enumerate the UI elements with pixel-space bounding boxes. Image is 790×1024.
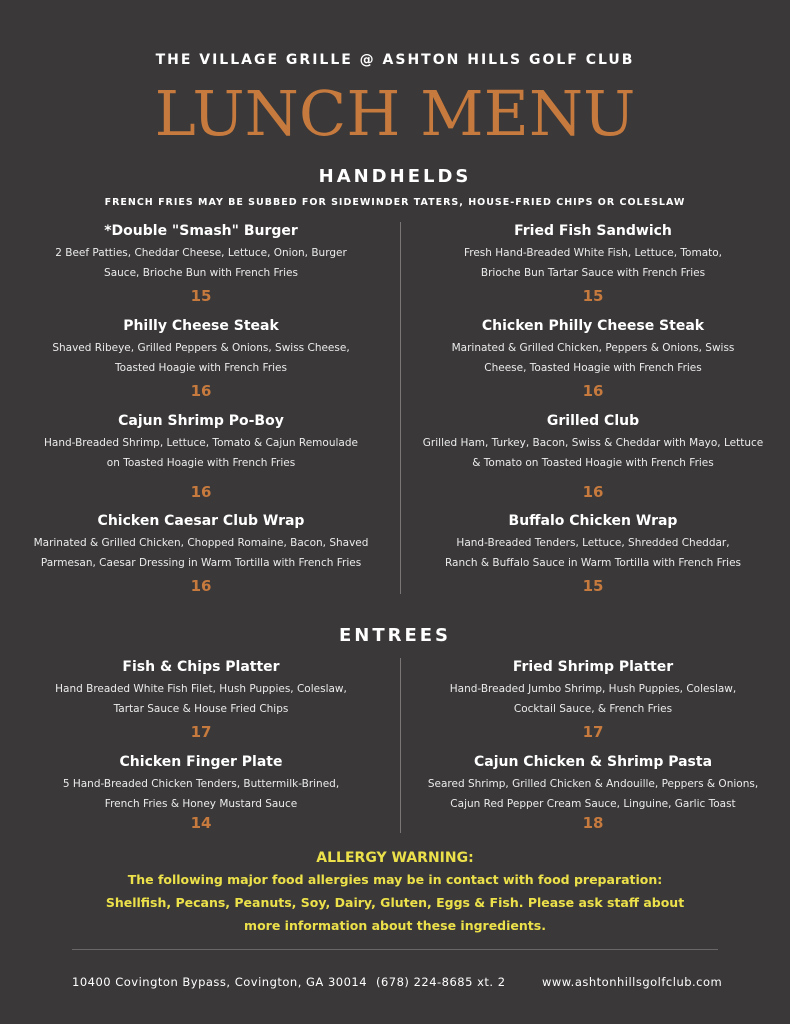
item-name: Fried Fish Sandwich [514,223,672,239]
item-price: 16 [582,483,604,501]
item-description: Hand Breaded White Fish Filet, Hush Puppies, Coleslaw, Tartar Sauce & House Fried Chips [55,683,347,715]
menu-item [16,222,386,305]
item-price: 16 [190,382,212,400]
item-description: Shaved Ribeye, Grilled Peppers & Onions, Swiss Cheese, Toasted Hoagie with French Fries [52,342,350,374]
allergy-line: The following major food allergies may be in contact with food preparation: [127,872,663,887]
item-name: *Double "Smash" Burger [104,223,298,239]
menu-item [408,753,778,832]
entrees-grid [0,658,790,838]
allergy-line: Shellfish, Pecans, Peanuts, Soy, Dairy, Gluten, Eggs & Fish. Please ask staff about [105,895,685,910]
venue-name: THE VILLAGE GRILLE @ ASHTON HILLS GOLF CLUB [155,52,635,68]
item-name: Cajun Shrimp Po-Boy [118,413,284,429]
allergy-warning [0,848,790,937]
item-price: 17 [190,723,212,741]
item-description: Grilled Ham, Turkey, Bacon, Swiss & Cheddar with Mayo, Lettuce & Tomato on Toasted Hoagie with French Fries [422,437,764,469]
column-divider [400,222,401,594]
item-price: 14 [190,814,212,832]
menu-item [16,412,386,501]
menu-item [408,317,778,400]
footer-website-link[interactable]: www.ashtonhillsgolfclub.com [542,975,723,989]
item-price: 15 [582,577,604,595]
item-price: 15 [582,287,604,305]
item-price: 17 [582,723,604,741]
item-description: Fresh Hand-Breaded White Fish, Lettuce, Tomato, Brioche Bun Tartar Sauce with French Fries [463,247,723,279]
section-heading-handhelds: HANDHELDS [318,166,472,187]
item-description: Hand-Breaded Tenders, Lettuce, Shredded Cheddar, Ranch & Buffalo Sauce in Warm Tortilla with French Fries [444,537,742,569]
item-name: Grilled Club [546,413,640,429]
menu-item [16,512,386,595]
item-name: Philly Cheese Steak [123,318,279,334]
allergy-title: ALLERGY WARNING: [316,850,474,866]
item-description: Hand-Breaded Shrimp, Lettuce, Tomato & Cajun Remoulade on Toasted Hoagie with French Fries [44,437,358,469]
item-price: 16 [582,382,604,400]
item-description: Marinated & Grilled Chicken, Chopped Romaine, Bacon, Shaved Parmesan, Caesar Dressing in Warm Tortilla with French Fries [33,537,369,569]
item-description: Hand-Breaded Jumbo Shrimp, Hush Puppies, Coleslaw, Cocktail Sauce, & French Fries [449,683,737,715]
menu-item [16,317,386,400]
item-price: 15 [190,287,212,305]
item-name: Chicken Philly Cheese Steak [481,318,705,334]
footer-phone[interactable]: (678) 224-8685 xt. 2 [376,975,506,989]
item-name: Chicken Caesar Club Wrap [97,513,305,529]
section-heading-entrees: ENTREES [338,625,452,646]
menu-item [408,222,778,305]
allergy-line: more information about these ingredients. [244,918,546,933]
menu-item [408,512,778,595]
menu-title: LUNCH MENU [154,77,636,150]
item-description: Marinated & Grilled Chicken, Peppers & Onions, Swiss Cheese, Toasted Hoagie with French Fries [451,342,735,374]
menu-item [16,753,386,832]
menu-item [16,658,386,741]
item-name: Fried Shrimp Platter [512,659,674,675]
item-description: Seared Shrimp, Grilled Chicken & Andouille, Peppers & Onions, Cajun Red Pepper Cream Sauce, Linguine, Garlic Toast [427,778,759,810]
item-price: 18 [582,814,604,832]
item-name: Cajun Chicken & Shrimp Pasta [473,754,713,770]
footer-divider [72,949,718,950]
item-name: Buffalo Chicken Wrap [508,513,678,529]
item-price: 16 [190,577,212,595]
item-name: Chicken Finger Plate [119,754,283,770]
handhelds-substitution-note: FRENCH FRIES MAY BE SUBBED FOR SIDEWINDER TATERS, HOUSE-FRIED CHIPS OR COLESLAW [104,197,686,208]
item-description: 5 Hand-Breaded Chicken Tenders, Buttermilk-Brined, French Fries & Honey Mustard Sauce [62,778,340,810]
item-price: 16 [190,483,212,501]
menu-item [408,658,778,741]
column-divider [400,658,401,833]
menu-item [408,412,778,501]
item-description: 2 Beef Patties, Cheddar Cheese, Lettuce, Onion, Burger Sauce, Brioche Bun with French Fries [55,247,347,279]
item-name: Fish & Chips Platter [122,659,280,675]
handhelds-grid [0,222,790,597]
footer-address: 10400 Covington Bypass, Covington, GA 30014 [72,975,368,989]
